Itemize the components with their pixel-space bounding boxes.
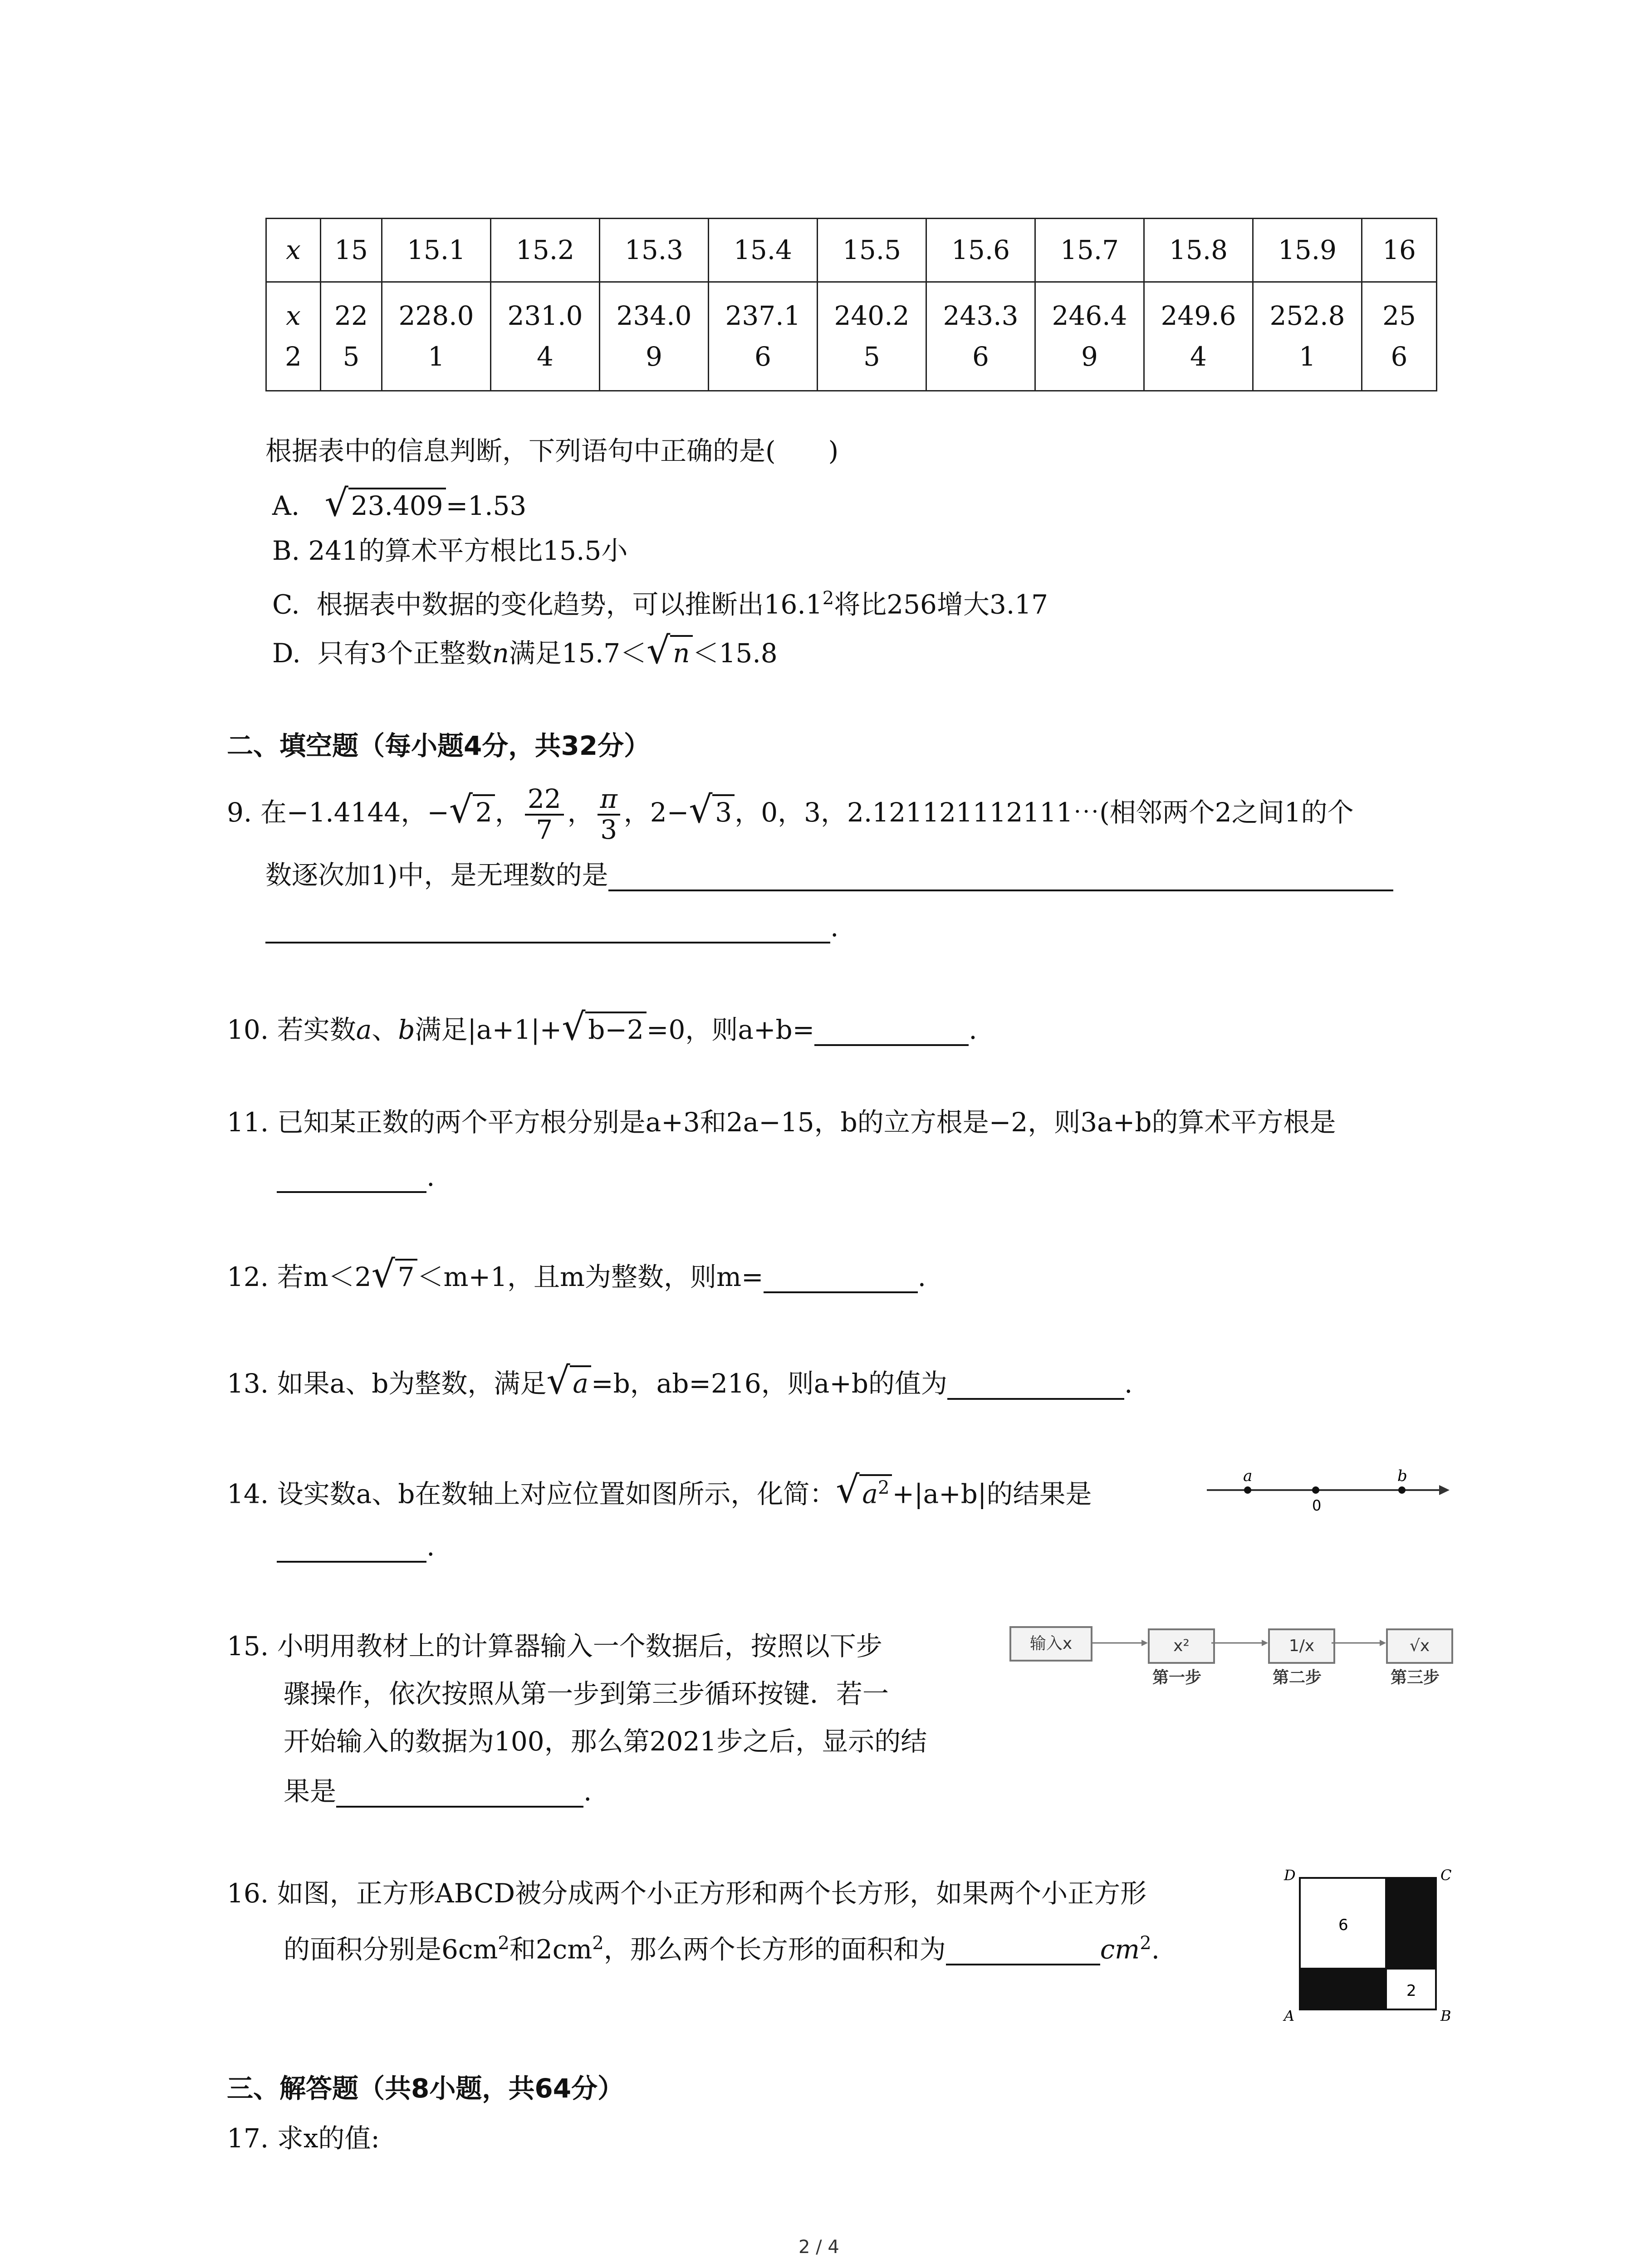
table-cell: 246.4 9 bbox=[1035, 282, 1144, 391]
q8-option-b: B. 241的算术平方根比15.5小 bbox=[272, 535, 628, 566]
question-13: 13. 如果a、b为整数，满足 √ a =b，ab=216，则a+b的值为 . bbox=[227, 1359, 1133, 1403]
value-table bbox=[265, 218, 1437, 391]
question-9-line3: . bbox=[265, 912, 838, 943]
table-cell: 237.1 6 bbox=[709, 282, 818, 391]
table-cell: 15.2 bbox=[491, 219, 600, 282]
table-cell: x bbox=[266, 219, 321, 282]
table-cell: 25 6 bbox=[1362, 282, 1437, 391]
table-cell: 243.3 6 bbox=[926, 282, 1035, 391]
answer-blank[interactable] bbox=[946, 1936, 1100, 1965]
question-15: 15. 小明用教材上的计算器输入一个数据后，按照以下步 bbox=[227, 1631, 882, 1662]
vertex-b: B bbox=[1440, 2007, 1451, 2023]
q8-option-d: D. 只有3个正整数n满足15.7＜ √ n ＜15.8 bbox=[272, 629, 778, 672]
question-17: 17. 求x的值: bbox=[227, 2123, 380, 2154]
table-cell: x 2 bbox=[266, 282, 321, 391]
table-cell: 15.7 bbox=[1035, 219, 1144, 282]
table-cell: 234.0 9 bbox=[600, 282, 709, 391]
table-cell: 15.6 bbox=[926, 219, 1035, 282]
step2-box: 1/x bbox=[1268, 1628, 1335, 1664]
q8-option-a: A. √ 23.409 =1.53 bbox=[272, 482, 527, 525]
area-6-label: 6 bbox=[1338, 1916, 1348, 1934]
answer-blank[interactable] bbox=[608, 862, 1393, 891]
vertex-c: C bbox=[1440, 1867, 1452, 1884]
question-11-line2: . bbox=[277, 1161, 435, 1193]
answer-blank[interactable] bbox=[814, 1017, 969, 1046]
table-cell: 22 5 bbox=[321, 282, 382, 391]
table-cell: 16 bbox=[1362, 219, 1437, 282]
number-line-figure bbox=[1202, 1461, 1456, 1520]
table-cell: 249.6 4 bbox=[1144, 282, 1253, 391]
question-15-line2: 骤操作，依次按照从第一步到第三步循环按键．若一 bbox=[284, 1678, 889, 1709]
input-box: 输入x bbox=[1009, 1626, 1092, 1662]
step3-label: 第三步 bbox=[1391, 1668, 1440, 1687]
step3-box: √x bbox=[1386, 1628, 1453, 1664]
vertex-a: A bbox=[1284, 2007, 1295, 2023]
table-cell: 15.5 bbox=[818, 219, 926, 282]
answer-blank[interactable] bbox=[265, 914, 830, 943]
question-16-line2: 的面积分别是$6cm^2$和$2cm^2$，那么两个长方形的面积和为 $cm^2$. bbox=[284, 1933, 1160, 1965]
table-cell: 15.1 bbox=[382, 219, 491, 282]
table-cell: 252.8 1 bbox=[1253, 282, 1362, 391]
question-16: 16. 如图，正方形ABCD被分成两个小正方形和两个长方形，如果两个小正方形 bbox=[227, 1878, 1147, 1909]
table-cell: 240.2 5 bbox=[818, 282, 926, 391]
table-cell: 15 bbox=[321, 219, 382, 282]
axis-label-b: b bbox=[1397, 1467, 1407, 1485]
answer-blank[interactable] bbox=[336, 1779, 583, 1808]
table-row bbox=[266, 219, 1437, 282]
sqrt-symbol: √ 23.409 bbox=[325, 488, 446, 522]
table-row bbox=[266, 282, 1437, 391]
axis-label-zero: 0 bbox=[1312, 1497, 1322, 1514]
question-9-line2: 数逐次加1)中，是无理数的是 bbox=[265, 860, 1393, 891]
table-cell: 15.4 bbox=[709, 219, 818, 282]
step1-label: 第一步 bbox=[1152, 1668, 1202, 1687]
square-abcd-figure bbox=[1279, 1864, 1461, 2023]
question-15-line3: 开始输入的数据为100，那么第2021步之后，显示的结 bbox=[284, 1726, 927, 1757]
question-12: 12. 若m＜2 √ 7 ＜m+1，且m为整数，则m= . bbox=[227, 1253, 926, 1296]
axis-label-a: a bbox=[1243, 1467, 1253, 1485]
table-cell: 228.0 1 bbox=[382, 282, 491, 391]
question-15-line4: 果是 . bbox=[284, 1776, 592, 1807]
answer-blank[interactable] bbox=[947, 1371, 1124, 1400]
question-14: 14. 设实数a、b在数轴上对应位置如图所示，化简： √ $a^2 +|a+b|$的结果是 bbox=[227, 1468, 1092, 1511]
step1-box: x² bbox=[1148, 1628, 1215, 1664]
section-heading: 三、解答题（共8小题，共64分） bbox=[227, 2073, 624, 2104]
flow-arrows bbox=[1089, 1633, 1388, 1651]
question-14-line2: . bbox=[277, 1531, 435, 1563]
answer-blank[interactable] bbox=[277, 1164, 426, 1193]
area-2-label: 2 bbox=[1406, 1982, 1416, 2000]
table-cell: 15.8 bbox=[1144, 219, 1253, 282]
q8-option-c: C. 根据表中数据的变化趋势，可以推断出16.1$^2$将比256增大3.17 bbox=[272, 588, 1048, 620]
vertex-d: D bbox=[1284, 1867, 1296, 1884]
table-cell: 15.9 bbox=[1253, 219, 1362, 282]
table-cell: 231.0 4 bbox=[491, 282, 600, 391]
q8-stem: 根据表中的信息判断，下列语句中正确的是( ) bbox=[265, 435, 839, 466]
step2-label: 第二步 bbox=[1273, 1668, 1322, 1687]
question-10: 10. 若实数a、b满足|a+1|+ √ b−2 =0，则a+b= . bbox=[227, 1006, 977, 1049]
page-number: 2 / 4 bbox=[798, 2237, 839, 2258]
answer-blank[interactable] bbox=[764, 1264, 918, 1293]
table-cell: 15.3 bbox=[600, 219, 709, 282]
section-heading: 二、填空题（每小题4分，共32分） bbox=[227, 730, 651, 761]
question-11: 11. 已知某正数的两个平方根分别是a+3和2a−15，b的立方根是−2，则3a+b的算术平方根是 bbox=[227, 1107, 1336, 1138]
answer-blank[interactable] bbox=[277, 1534, 426, 1563]
question-9: 9. 在−1.4144，− √ 2 ， $\frac{22}{7}$ ， $\frac{\pi}{3}$ ，2− √ 3 ，0，3，2.121121112111⋯(相邻两个2之间1的个 bbox=[227, 783, 1354, 845]
